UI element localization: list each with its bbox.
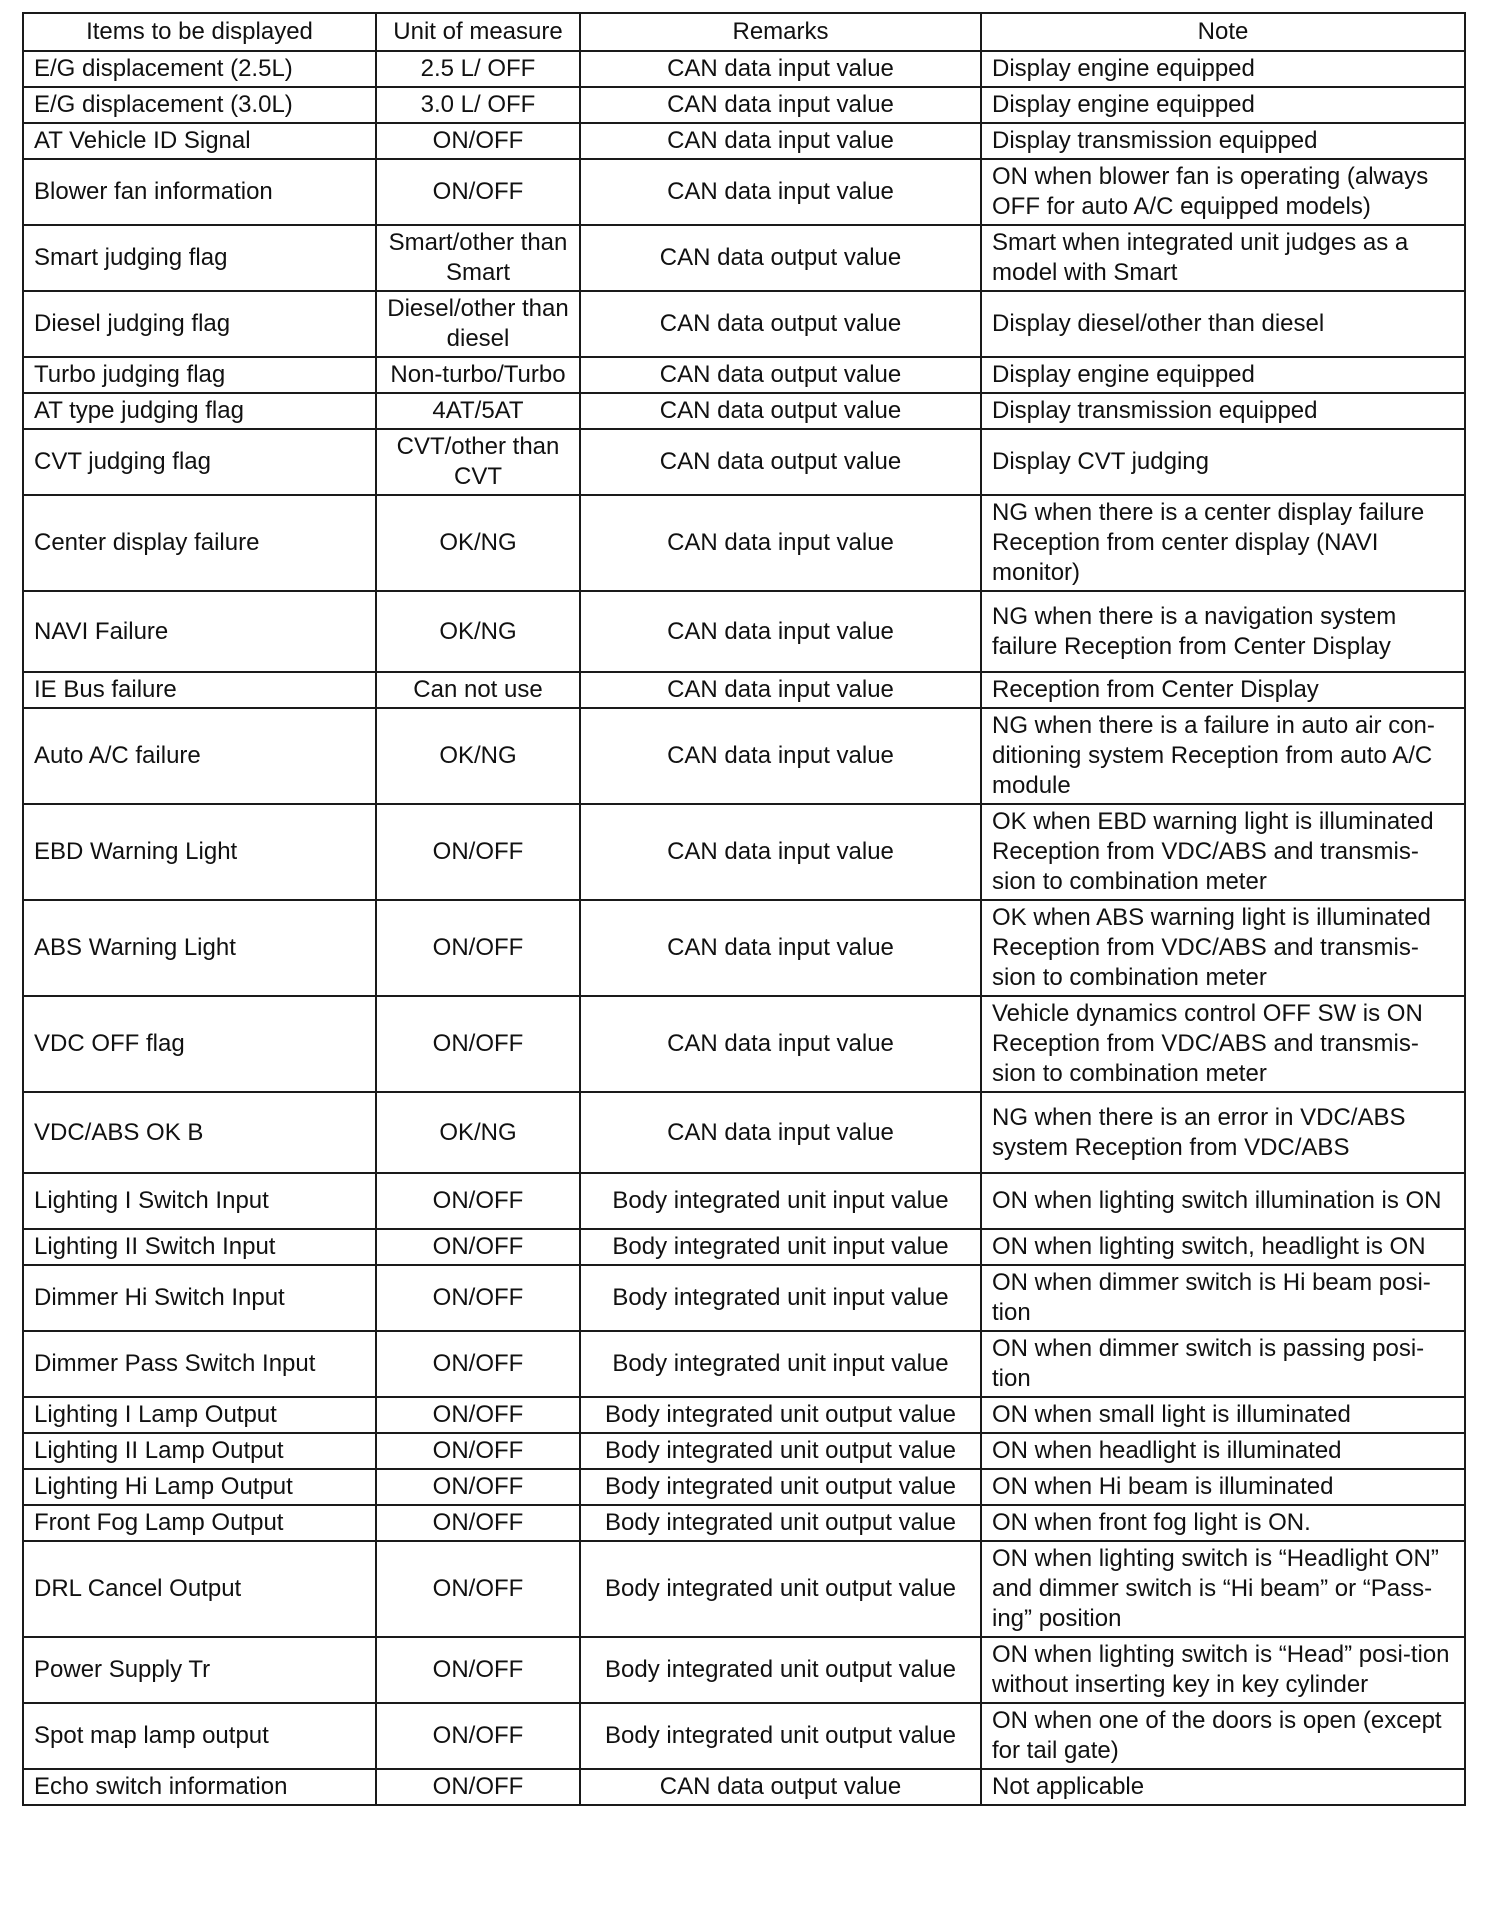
header-row	[23, 13, 1465, 51]
unit-cell: ON/OFF	[376, 1397, 580, 1433]
remarks-cell: CAN data input value	[580, 900, 981, 996]
remarks-cell: Body integrated unit input value	[580, 1331, 981, 1397]
unit-cell: ON/OFF	[376, 1229, 580, 1265]
table-row	[23, 1092, 1465, 1173]
unit-cell: OK/NG	[376, 1092, 580, 1173]
unit-cell: ON/OFF	[376, 1541, 580, 1637]
table-row	[23, 1229, 1465, 1265]
unit-cell: OK/NG	[376, 708, 580, 804]
remarks-cell: CAN data input value	[580, 87, 981, 123]
table-row	[23, 1769, 1465, 1805]
remarks-cell: CAN data input value	[580, 804, 981, 900]
remarks-cell: Body integrated unit output value	[580, 1541, 981, 1637]
note-cell: ON when front fog light is ON.	[981, 1505, 1465, 1541]
unit-cell: ON/OFF	[376, 123, 580, 159]
note-cell: Display engine equipped	[981, 357, 1465, 393]
unit-cell: Can not use	[376, 672, 580, 708]
table-row	[23, 804, 1465, 900]
unit-cell: ON/OFF	[376, 1265, 580, 1331]
unit-cell: 3.0 L/ OFF	[376, 87, 580, 123]
note-cell: Display engine equipped	[981, 87, 1465, 123]
items-display-table	[22, 12, 1466, 1806]
item-cell: E/G displacement (3.0L)	[23, 87, 376, 123]
table-row	[23, 1173, 1465, 1229]
table-row	[23, 357, 1465, 393]
item-cell: Lighting I Switch Input	[23, 1173, 376, 1229]
remarks-cell: CAN data input value	[580, 708, 981, 804]
remarks-cell: Body integrated unit output value	[580, 1469, 981, 1505]
header-unit: Unit of measure	[376, 13, 580, 51]
remarks-cell: Body integrated unit output value	[580, 1397, 981, 1433]
table-row	[23, 87, 1465, 123]
note-cell: ON when blower fan is operating (always OFF for auto A/C equipped models)	[981, 159, 1465, 225]
unit-cell: OK/NG	[376, 495, 580, 591]
item-cell: Lighting II Lamp Output	[23, 1433, 376, 1469]
remarks-cell: CAN data output value	[580, 225, 981, 291]
table-row	[23, 1433, 1465, 1469]
item-cell: Center display failure	[23, 495, 376, 591]
remarks-cell: CAN data input value	[580, 1092, 981, 1173]
table-row	[23, 900, 1465, 996]
unit-cell: ON/OFF	[376, 1703, 580, 1769]
note-cell: ON when lighting switch is “Headlight ON” and dimmer switch is “Hi beam” or “Pass-ing” position	[981, 1541, 1465, 1637]
remarks-cell: CAN data output value	[580, 357, 981, 393]
table-row	[23, 996, 1465, 1092]
table-row	[23, 123, 1465, 159]
table-row	[23, 393, 1465, 429]
item-cell: NAVI Failure	[23, 591, 376, 672]
table-row	[23, 429, 1465, 495]
remarks-cell: CAN data input value	[580, 996, 981, 1092]
unit-cell: Diesel/other than diesel	[376, 291, 580, 357]
item-cell: Echo switch information	[23, 1769, 376, 1805]
table-row	[23, 1505, 1465, 1541]
remarks-cell: CAN data output value	[580, 429, 981, 495]
note-cell: NG when there is an error in VDC/ABS system Reception from VDC/ABS	[981, 1092, 1465, 1173]
unit-cell: ON/OFF	[376, 1637, 580, 1703]
remarks-cell: CAN data input value	[580, 591, 981, 672]
unit-cell: ON/OFF	[376, 996, 580, 1092]
note-cell: NG when there is a failure in auto air con-ditioning system Reception from auto A/C module	[981, 708, 1465, 804]
item-cell: AT Vehicle ID Signal	[23, 123, 376, 159]
item-cell: Spot map lamp output	[23, 1703, 376, 1769]
table-row	[23, 51, 1465, 87]
note-cell: ON when lighting switch, headlight is ON	[981, 1229, 1465, 1265]
remarks-cell: CAN data input value	[580, 672, 981, 708]
note-cell: Display diesel/other than diesel	[981, 291, 1465, 357]
item-cell: Blower fan information	[23, 159, 376, 225]
table-row	[23, 591, 1465, 672]
remarks-cell: Body integrated unit output value	[580, 1637, 981, 1703]
table-row	[23, 708, 1465, 804]
unit-cell: ON/OFF	[376, 1469, 580, 1505]
note-cell: ON when small light is illuminated	[981, 1397, 1465, 1433]
note-cell: Display engine equipped	[981, 51, 1465, 87]
remarks-cell: Body integrated unit output value	[580, 1433, 981, 1469]
remarks-cell: Body integrated unit output value	[580, 1505, 981, 1541]
remarks-cell: Body integrated unit input value	[580, 1265, 981, 1331]
remarks-cell: CAN data input value	[580, 51, 981, 87]
table-row	[23, 1469, 1465, 1505]
note-cell: Not applicable	[981, 1769, 1465, 1805]
item-cell: CVT judging flag	[23, 429, 376, 495]
unit-cell: CVT/other than CVT	[376, 429, 580, 495]
note-cell: NG when there is a center display failure Reception from center display (NAVI monitor)	[981, 495, 1465, 591]
unit-cell: OK/NG	[376, 591, 580, 672]
remarks-cell: CAN data input value	[580, 123, 981, 159]
item-cell: AT type judging flag	[23, 393, 376, 429]
table-row	[23, 225, 1465, 291]
unit-cell: 2.5 L/ OFF	[376, 51, 580, 87]
unit-cell: ON/OFF	[376, 1505, 580, 1541]
item-cell: E/G displacement (2.5L)	[23, 51, 376, 87]
note-cell: ON when dimmer switch is passing posi-tion	[981, 1331, 1465, 1397]
note-cell: ON when lighting switch is “Head” posi-tion without inserting key in key cylinder	[981, 1637, 1465, 1703]
item-cell: Front Fog Lamp Output	[23, 1505, 376, 1541]
unit-cell: ON/OFF	[376, 1433, 580, 1469]
table-row	[23, 1331, 1465, 1397]
header-note: Note	[981, 13, 1465, 51]
item-cell: ABS Warning Light	[23, 900, 376, 996]
item-cell: Lighting Hi Lamp Output	[23, 1469, 376, 1505]
table-row	[23, 495, 1465, 591]
item-cell: Auto A/C failure	[23, 708, 376, 804]
header-remarks: Remarks	[580, 13, 981, 51]
table-body	[23, 51, 1465, 1805]
item-cell: Smart judging flag	[23, 225, 376, 291]
note-cell: Vehicle dynamics control OFF SW is ON Reception from VDC/ABS and transmis-sion to combination meter	[981, 996, 1465, 1092]
item-cell: VDC OFF flag	[23, 996, 376, 1092]
remarks-cell: CAN data input value	[580, 159, 981, 225]
remarks-cell: Body integrated unit output value	[580, 1703, 981, 1769]
note-cell: Display transmission equipped	[981, 393, 1465, 429]
unit-cell: ON/OFF	[376, 1331, 580, 1397]
item-cell: DRL Cancel Output	[23, 1541, 376, 1637]
note-cell: Reception from Center Display	[981, 672, 1465, 708]
item-cell: Lighting I Lamp Output	[23, 1397, 376, 1433]
item-cell: Dimmer Pass Switch Input	[23, 1331, 376, 1397]
note-cell: ON when one of the doors is open (except for tail gate)	[981, 1703, 1465, 1769]
table-row	[23, 1541, 1465, 1637]
item-cell: IE Bus failure	[23, 672, 376, 708]
remarks-cell: CAN data output value	[580, 393, 981, 429]
table-row	[23, 159, 1465, 225]
item-cell: Diesel judging flag	[23, 291, 376, 357]
remarks-cell: Body integrated unit input value	[580, 1229, 981, 1265]
unit-cell: ON/OFF	[376, 1173, 580, 1229]
remarks-cell: CAN data output value	[580, 1769, 981, 1805]
unit-cell: Non-turbo/Turbo	[376, 357, 580, 393]
note-cell: ON when headlight is illuminated	[981, 1433, 1465, 1469]
item-cell: VDC/ABS OK B	[23, 1092, 376, 1173]
remarks-cell: CAN data output value	[580, 291, 981, 357]
note-cell: NG when there is a navigation system failure Reception from Center Display	[981, 591, 1465, 672]
note-cell: Display transmission equipped	[981, 123, 1465, 159]
note-cell: OK when EBD warning light is illuminated Reception from VDC/ABS and transmis-sion to combination meter	[981, 804, 1465, 900]
item-cell: Dimmer Hi Switch Input	[23, 1265, 376, 1331]
remarks-cell: CAN data input value	[580, 495, 981, 591]
table-row	[23, 1265, 1465, 1331]
note-cell: ON when lighting switch illumination is ON	[981, 1173, 1465, 1229]
note-cell: ON when Hi beam is illuminated	[981, 1469, 1465, 1505]
table-row	[23, 1397, 1465, 1433]
unit-cell: ON/OFF	[376, 159, 580, 225]
table-row	[23, 1703, 1465, 1769]
note-cell: OK when ABS warning light is illuminated Reception from VDC/ABS and transmis-sion to combination meter	[981, 900, 1465, 996]
note-cell: Smart when integrated unit judges as a model with Smart	[981, 225, 1465, 291]
table-header	[23, 13, 1465, 51]
remarks-cell: Body integrated unit input value	[580, 1173, 981, 1229]
item-cell: Power Supply Tr	[23, 1637, 376, 1703]
unit-cell: 4AT/5AT	[376, 393, 580, 429]
header-items: Items to be displayed	[23, 13, 376, 51]
note-cell: ON when dimmer switch is Hi beam posi-tion	[981, 1265, 1465, 1331]
item-cell: Lighting II Switch Input	[23, 1229, 376, 1265]
item-cell: Turbo judging flag	[23, 357, 376, 393]
unit-cell: ON/OFF	[376, 900, 580, 996]
table-row	[23, 672, 1465, 708]
unit-cell: Smart/other than Smart	[376, 225, 580, 291]
table-row	[23, 291, 1465, 357]
note-cell: Display CVT judging	[981, 429, 1465, 495]
item-cell: EBD Warning Light	[23, 804, 376, 900]
table-row	[23, 1637, 1465, 1703]
unit-cell: ON/OFF	[376, 804, 580, 900]
unit-cell: ON/OFF	[376, 1769, 580, 1805]
